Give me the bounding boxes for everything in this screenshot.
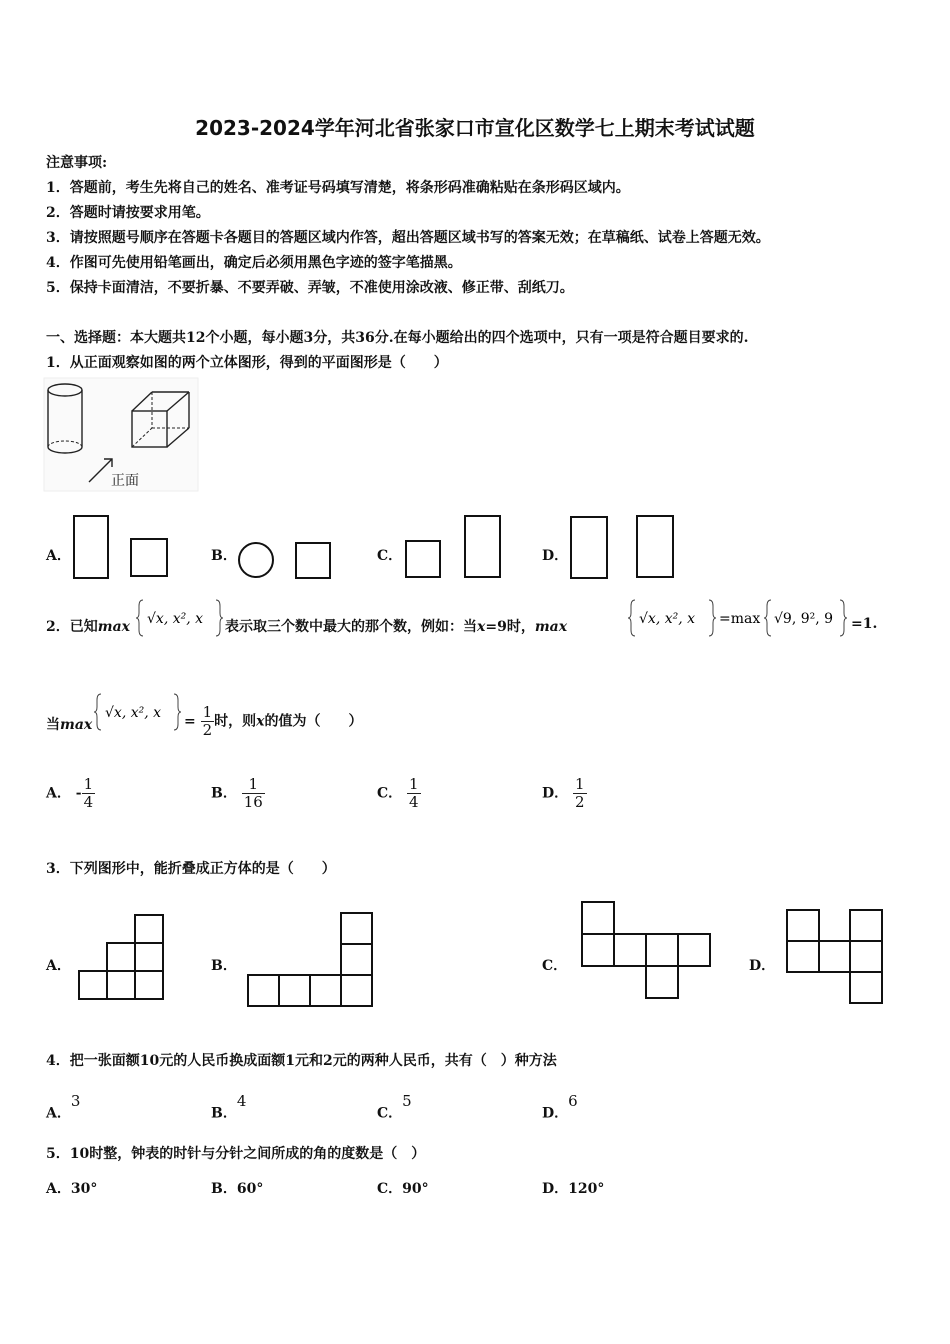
q2-args: √x, x², x	[147, 611, 204, 627]
q5-option-b[interactable]: B．60°	[211, 1181, 264, 1197]
front-label: 正面	[111, 473, 139, 489]
q1-option-c-label: C．	[377, 548, 403, 564]
q2-option-b[interactable]: B． $\frac{1}{16}$	[211, 775, 263, 811]
notice-item: 2．答题时请按要求用笔。	[46, 205, 210, 221]
svg-text:=max: =max	[719, 611, 761, 627]
q1-option-d-label: D．	[542, 548, 569, 564]
q3-option-b-label: B．	[211, 958, 237, 974]
notice-item: 4．作图可先使用铅笔画出，确定后必须用黑色字迹的签字笔描黑。	[46, 255, 462, 271]
q1-option-b-figure	[236, 540, 336, 582]
q2-example-brace	[630, 598, 850, 638]
q2-option-d[interactable]: D． $\frac{1}{2}$	[542, 775, 585, 811]
q4-option-b[interactable]: B．$^4$	[211, 1092, 247, 1122]
q5-option-a[interactable]: A．30°	[46, 1181, 98, 1197]
question-3-text: 3．下列图形中，能折叠成正方体的是（ ）	[46, 861, 336, 877]
q2-option-a[interactable]: A． - $\frac{1}{4}$	[46, 775, 94, 811]
q2-line2: 当max	[46, 717, 93, 733]
q2-max: max	[97, 619, 130, 635]
notice-item: 1．答题前，考生先将自己的姓名、准考证号码填写清楚，将条形码准确粘贴在条形码区域内。	[46, 180, 630, 196]
q3-option-c-net	[580, 900, 714, 1000]
question-5-text: 5．10时整，钟表的时针与分针之间所成的角的度数是（ ）	[46, 1146, 426, 1162]
q3-option-b-net	[246, 911, 376, 1009]
q2-half: = $\frac{1}{2}$ 时，则x的值为（ ）	[184, 703, 363, 739]
svg-text:√x, x², x: √x, x², x	[105, 705, 162, 721]
page-title: 2023-2024学年河北省张家口市宣化区数学七上期末考试试题	[195, 116, 755, 140]
section-heading: 一、选择题：本大题共12个小题，每小题3分，共36分.在每小题给出的四个选项中，只有一项是符合题目要求的.	[46, 330, 749, 346]
question-1-text: 1．从正面观察如图的两个立体图形，得到的平面图形是（ ）	[46, 355, 448, 371]
notice-heading: 注意事项:	[46, 155, 108, 171]
q3-option-d-net	[784, 908, 886, 1006]
q5-option-c[interactable]: C．90°	[377, 1181, 429, 1197]
q1-option-a-label: A．	[46, 548, 71, 564]
q1-option-c-figure	[404, 515, 504, 581]
q3-option-a-label: A．	[46, 958, 71, 974]
q2-max-args-brace	[138, 598, 222, 638]
q2-line2-brace	[96, 692, 180, 732]
q1-option-b-label: B．	[211, 548, 237, 564]
q1-solids-figure	[44, 378, 199, 493]
question-4-text: 4．把一张面额10元的人民币换成面额1元和2元的两种人民币，共有（ ）种方法	[46, 1053, 557, 1069]
q2-option-c[interactable]: C． $\frac{1}{4}$	[377, 775, 419, 811]
q4-option-c[interactable]: C．$^5$	[377, 1092, 412, 1122]
q4-option-d[interactable]: D．$^6$	[542, 1092, 578, 1122]
notice-item: 3．请按照题号顺序在答题卡各题目的答题区域内作答，超出答题区域书写的答案无效；在草稿纸、试卷上答题无效。	[46, 230, 770, 246]
question-2-text	[46, 616, 130, 636]
q2-desc: 表示取三个数中最大的那个数，例如：当x=9时，max	[225, 619, 568, 635]
q1-option-a-figure	[72, 515, 172, 581]
q1-option-d-figure	[569, 515, 679, 581]
q5-option-d[interactable]: D．120°	[542, 1181, 605, 1197]
q3-option-a-net	[76, 914, 166, 1002]
q3-option-d-label: D．	[749, 958, 776, 974]
q4-option-a[interactable]: A．$^3$	[46, 1092, 81, 1122]
notice-item: 5．保持卡面清洁，不要折暴、不要弄破、弄皱，不准使用涂改液、修正带、刮纸刀。	[46, 280, 574, 296]
svg-text:√9, 9², 9: √9, 9², 9	[774, 611, 834, 627]
q2-num: 2．已知	[46, 619, 98, 635]
q2-eq1: =1.	[851, 616, 878, 632]
q3-option-c-label: C．	[542, 958, 568, 974]
svg-text:√x, x², x: √x, x², x	[639, 611, 696, 627]
